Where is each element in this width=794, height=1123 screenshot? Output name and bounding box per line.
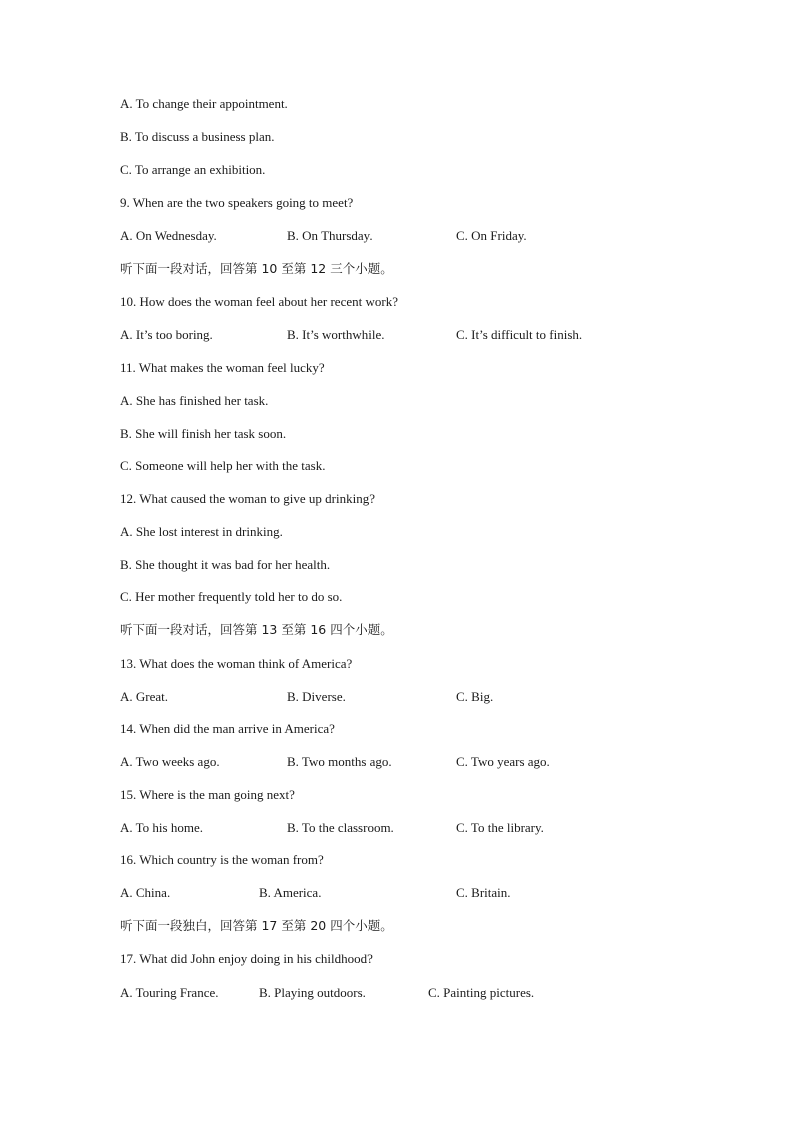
question-line: C. To arrange an exhibition. — [120, 162, 266, 177]
question-line: 12. What caused the woman to give up drinking? — [120, 491, 376, 506]
option-a: A. On Wednesday. — [120, 228, 217, 243]
question-line: 17. What did John enjoy doing in his childhood? — [120, 951, 373, 966]
options-row — [120, 689, 680, 705]
option-a: A. Great. — [120, 689, 169, 704]
option-a: A. To his home. — [120, 820, 203, 835]
options-row — [120, 820, 680, 836]
question-line: 13. What does the woman think of America? — [120, 656, 353, 671]
options-row — [120, 228, 680, 244]
question-line: B. She will finish her task soon. — [120, 426, 287, 441]
question-line: B. She thought it was bad for her health. — [120, 557, 331, 572]
question-line: A. To change their appointment. — [120, 96, 288, 111]
question-line: A. She has finished her task. — [120, 393, 269, 408]
option-a: A. China. — [120, 885, 171, 900]
option-a: A. It’s too boring. — [120, 327, 213, 342]
question-line: A. She lost interest in drinking. — [120, 524, 283, 539]
question-line: 9. When are the two speakers going to meet? — [120, 195, 354, 210]
option-c: C. Big. — [456, 689, 494, 704]
option-c: C. To the library. — [456, 820, 544, 835]
question-line: 10. How does the woman feel about her recent work? — [120, 294, 398, 309]
option-c: C. Britain. — [456, 885, 511, 900]
option-b: B. Diverse. — [287, 689, 346, 704]
option-c: C. On Friday. — [456, 228, 527, 243]
option-b: B. Two months ago. — [287, 754, 392, 769]
option-a: A. Two weeks ago. — [120, 754, 220, 769]
question-line: 14. When did the man arrive in America? — [120, 721, 335, 736]
options-row — [120, 885, 680, 901]
options-row — [120, 327, 680, 343]
question-line: 16. Which country is the woman from? — [120, 852, 324, 867]
question-line: 11. What makes the woman feel lucky? — [120, 360, 325, 375]
section-instruction: 听下面一段独白，回答第 17 至第 20 四个小题。 — [120, 918, 393, 933]
option-b: B. To the classroom. — [287, 820, 394, 835]
option-b: B. Playing outdoors. — [259, 985, 366, 1000]
options-row — [120, 754, 680, 770]
option-c: C. Two years ago. — [456, 754, 550, 769]
question-line: B. To discuss a business plan. — [120, 129, 275, 144]
option-c: C. Painting pictures. — [428, 985, 535, 1000]
option-b: B. America. — [259, 885, 322, 900]
option-c: C. It’s difficult to finish. — [456, 327, 583, 342]
option-b: B. On Thursday. — [287, 228, 373, 243]
question-line: C. Someone will help her with the task. — [120, 458, 326, 473]
section-instruction: 听下面一段对话，回答第 10 至第 12 三个小题。 — [120, 261, 393, 276]
section-instruction: 听下面一段对话，回答第 13 至第 16 四个小题。 — [120, 622, 393, 637]
option-a: A. Touring France. — [120, 985, 219, 1000]
question-line: 15. Where is the man going next? — [120, 787, 295, 802]
options-row — [120, 985, 680, 1001]
question-line: C. Her mother frequently told her to do so. — [120, 589, 343, 604]
option-b: B. It’s worthwhile. — [287, 327, 385, 342]
